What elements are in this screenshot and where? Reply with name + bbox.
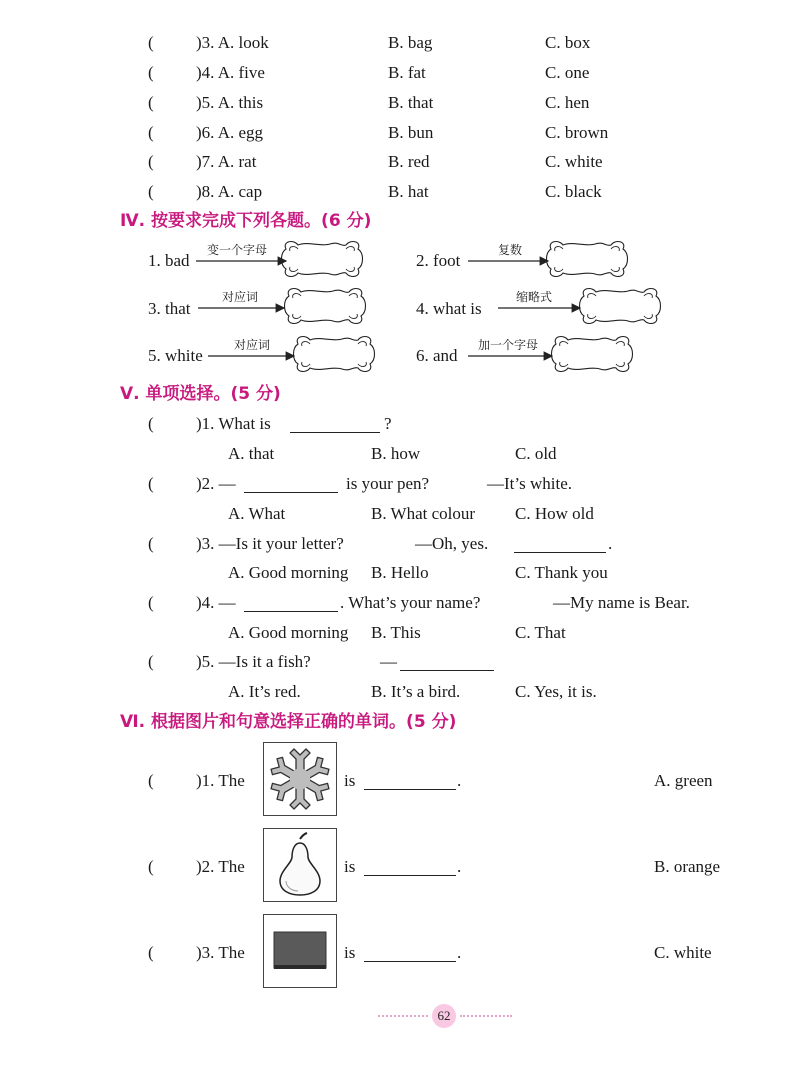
instruction-label: 缩略式: [516, 290, 553, 304]
question-number: )8. A. cap: [196, 182, 263, 201]
option-c: C. box: [545, 33, 591, 52]
option-a: A. Good morning: [228, 623, 349, 642]
answer-frame[interactable]: [280, 239, 364, 281]
option-b: B. that: [388, 93, 434, 112]
footer-dots-left: [378, 1015, 428, 1017]
question-stem: )4. —: [196, 593, 236, 612]
answer-blank[interactable]: [244, 476, 338, 493]
question-stem: )2. —: [196, 474, 236, 493]
instruction-label: 对应词: [222, 290, 259, 304]
word-option: C. white: [654, 943, 712, 962]
option-b: B. It’s a bird.: [371, 682, 461, 701]
instruction-label: 对应词: [234, 338, 271, 352]
sentence-end: .: [457, 943, 462, 962]
answer-paren[interactable]: (: [148, 63, 154, 82]
source-word: 2. foot: [416, 251, 461, 270]
pear-icon: [264, 829, 336, 901]
word-option: B. orange: [654, 857, 721, 876]
word-option: A. green: [654, 771, 713, 790]
option-b: B. bag: [388, 33, 433, 52]
option-c: C. one: [545, 63, 590, 82]
answer-frame[interactable]: [292, 334, 376, 376]
question-response: —It’s white.: [487, 474, 572, 493]
sentence-end: .: [457, 771, 462, 790]
option-c: C. How old: [515, 504, 594, 523]
question-end: ?: [384, 414, 392, 433]
question-number: )7. A. rat: [196, 152, 257, 171]
answer-frame[interactable]: [578, 286, 662, 328]
source-word: 3. that: [148, 299, 191, 318]
option-b: B. red: [388, 152, 430, 171]
source-word: 5. white: [148, 346, 203, 365]
option-b: B. hat: [388, 182, 429, 201]
answer-paren[interactable]: (: [148, 33, 154, 52]
question-stem: )2. The: [196, 857, 245, 876]
option-c: C. white: [545, 152, 603, 171]
section6-heading: Ⅵ. 根据图片和句意选择正确的单词。(5 分): [120, 712, 457, 732]
question-stem: )3. —Is it your letter?: [196, 534, 344, 553]
option-c: C. hen: [545, 93, 590, 112]
page-number: 62: [432, 1004, 456, 1028]
question-stem: )1. What is: [196, 414, 271, 433]
question-middle: is your pen?: [346, 474, 430, 493]
answer-paren[interactable]: (: [148, 652, 154, 671]
option-c: C. black: [545, 182, 602, 201]
section5-heading: Ⅴ. 单项选择。(5 分): [120, 384, 281, 404]
instruction-label: 变一个字母: [207, 243, 268, 257]
verb-is: is: [344, 857, 356, 876]
answer-frame[interactable]: [550, 334, 634, 376]
answer-paren[interactable]: (: [148, 414, 154, 433]
option-c: C. Yes, it is.: [515, 682, 597, 701]
option-b: B. how: [371, 444, 421, 463]
option-c: C. Thank you: [515, 563, 608, 582]
source-word: 6. and: [416, 346, 458, 365]
verb-is: is: [344, 771, 356, 790]
question-stem: )3. The: [196, 943, 245, 962]
snowflake-icon: [264, 743, 336, 815]
answer-blank[interactable]: [514, 536, 606, 553]
question-number: )3. A. look: [196, 33, 269, 52]
instruction-label: 复数: [498, 243, 523, 257]
instruction-label: 加一个字母: [478, 338, 539, 352]
option-b: B. bun: [388, 123, 434, 142]
answer-blank[interactable]: [364, 773, 456, 790]
answer-paren[interactable]: (: [148, 182, 154, 201]
arrow-icon: [468, 256, 554, 266]
footer-dots-right: [460, 1015, 512, 1017]
answer-blank[interactable]: [244, 595, 338, 612]
question-response: —My name is Bear.: [553, 593, 690, 612]
question-number: )5. A. this: [196, 93, 264, 112]
answer-paren[interactable]: (: [148, 534, 154, 553]
answer-paren[interactable]: (: [148, 123, 154, 142]
picture-frame: [263, 742, 337, 816]
blackboard-icon: [264, 915, 336, 987]
question-response: —: [380, 652, 397, 671]
answer-paren[interactable]: (: [148, 593, 154, 612]
answer-paren[interactable]: (: [148, 474, 154, 493]
answer-frame[interactable]: [283, 286, 367, 328]
answer-paren[interactable]: (: [148, 943, 154, 962]
picture-frame: [263, 828, 337, 902]
option-c: C. old: [515, 444, 557, 463]
question-middle: . What’s your name?: [340, 593, 481, 612]
arrow-icon: [498, 303, 586, 313]
option-c: C. That: [515, 623, 566, 642]
arrow-icon: [196, 256, 292, 266]
answer-blank[interactable]: [364, 859, 456, 876]
option-b: B. fat: [388, 63, 426, 82]
option-b: B. This: [371, 623, 421, 642]
option-a: A. It’s red.: [228, 682, 301, 701]
answer-paren[interactable]: (: [148, 857, 154, 876]
picture-frame: [263, 914, 337, 988]
option-b: B. What colour: [371, 504, 476, 523]
sentence-end: .: [457, 857, 462, 876]
answer-blank[interactable]: [364, 945, 456, 962]
section4-heading: Ⅳ. 按要求完成下列各题。(6 分): [120, 211, 372, 231]
question-end: .: [608, 534, 613, 553]
answer-blank[interactable]: [290, 416, 380, 433]
option-b: B. Hello: [371, 563, 429, 582]
arrow-icon: [208, 351, 300, 361]
question-number: )4. A. five: [196, 63, 265, 82]
source-word: 4. what is: [416, 299, 482, 318]
question-number: )6. A. egg: [196, 123, 264, 142]
question-stem: )1. The: [196, 771, 245, 790]
option-a: A. What: [228, 504, 286, 523]
option-a: A. that: [228, 444, 275, 463]
source-word: 1. bad: [148, 251, 190, 270]
verb-is: is: [344, 943, 356, 962]
arrow-icon: [468, 351, 558, 361]
option-c: C. brown: [545, 123, 609, 142]
option-a: A. Good morning: [228, 563, 349, 582]
question-response: —Oh, yes.: [415, 534, 489, 553]
answer-paren[interactable]: (: [148, 93, 154, 112]
answer-frame[interactable]: [545, 239, 629, 281]
answer-paren[interactable]: (: [148, 152, 154, 171]
answer-paren[interactable]: (: [148, 771, 154, 790]
question-stem: )5. —Is it a fish?: [196, 652, 311, 671]
arrow-icon: [198, 303, 290, 313]
answer-blank[interactable]: [400, 654, 494, 671]
